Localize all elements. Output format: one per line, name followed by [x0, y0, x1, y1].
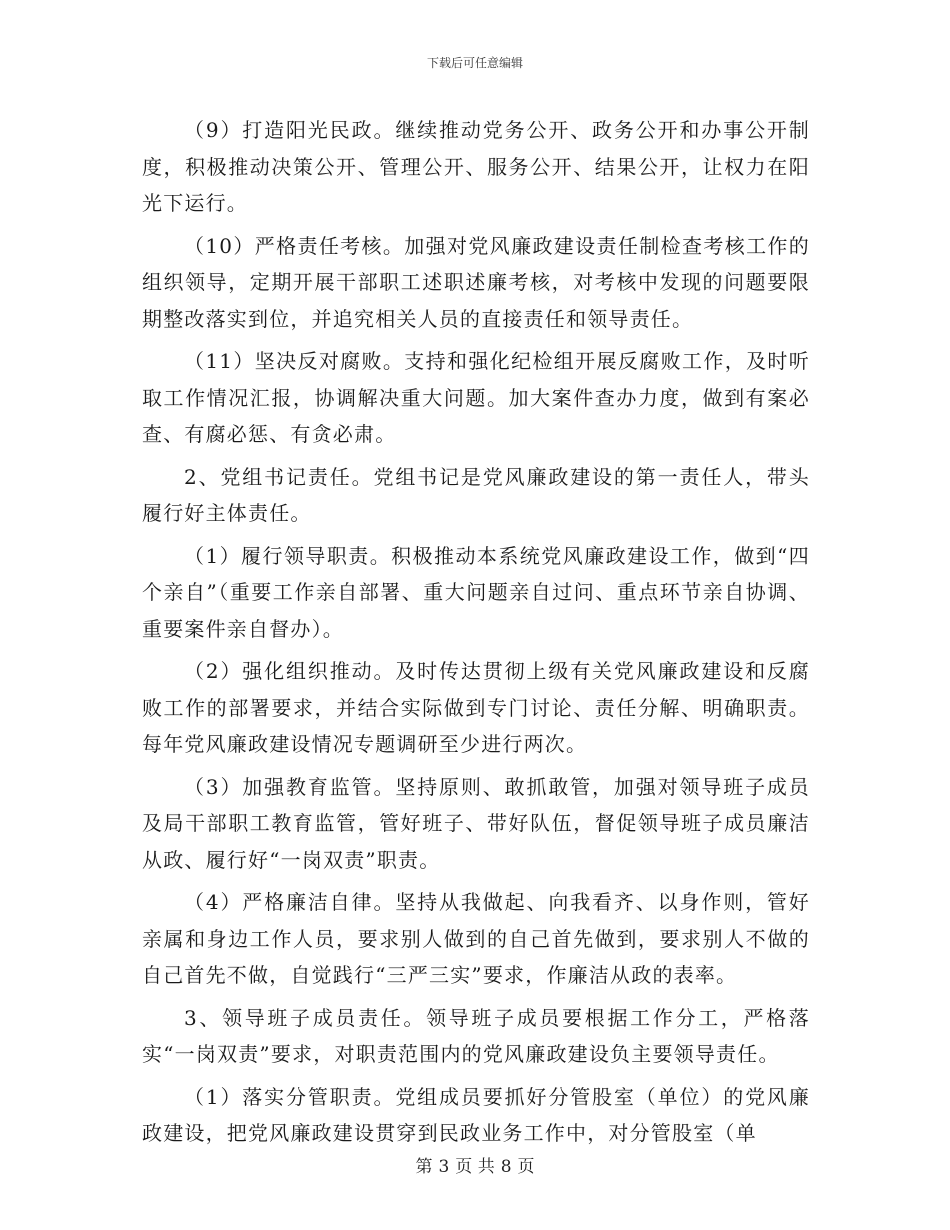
- paragraph-3: （11）坚决反对腐败。支持和强化纪检组开展反腐败工作，及时听取工作情况汇报，协调解决重大问题。加大案件查办力度，做到有案必查、有腐必惩、有贪必肃。: [142, 349, 810, 446]
- header-note: 下载后可任意编辑: [426, 56, 523, 70]
- footer-suffix: 页: [517, 1157, 535, 1177]
- paragraph-9: 3、领导班子成员责任。领导班子成员要根据工作分工，严格落实“一岗双责”要求，对职责范围内的党风廉政建设负主要领导责任。: [142, 1005, 810, 1066]
- paragraph-6: （2）强化组织推动。及时传达贯彻上级有关党风廉政建设和反腐败工作的部署要求，并结合实际做到专门讨论、责任分解、明确职责。每年党风廉政建设情况专题调研至少进行两次。: [142, 659, 810, 756]
- paragraph-1: （9）打造阳光民政。继续推动党务公开、政务公开和办事公开制度，积极推动决策公开、管理公开、服务公开、结果公开，让权力在阳光下运行。: [142, 118, 810, 215]
- footer-middle: 页 共: [455, 1157, 495, 1177]
- document-body: [142, 112, 810, 1158]
- page-footer: [0, 1152, 950, 1177]
- paragraph-5: （1）履行领导职责。积极推动本系统党风廉政建设工作，做到“四个亲自”（重要工作亲自部署、重大问题亲自过问、重点环节亲自协调、重要案件亲自督办）。: [142, 543, 810, 641]
- paragraph-10: （1）落实分管职责。党组成员要抓好分管股室（单位）的党风廉政建设，把党风廉政建设贯穿到民政业务工作中，对分管股室（单: [142, 1084, 810, 1145]
- footer-prefix: 第: [415, 1157, 433, 1177]
- paragraph-7: （3）加强教育监管。坚持原则、敢抓敢管，加强对领导班子成员及局干部职工教育监管，管好班子、带好队伍，督促领导班子成员廉洁从政、履行好“一岗双责”职责。: [142, 774, 810, 872]
- paragraph-4: 2、党组书记责任。党组书记是党风廉政建设的第一责任人，带头履行好主体责任。: [142, 464, 810, 525]
- footer-page-number: 3: [438, 1157, 450, 1177]
- paragraph-2: （10）严格责任考核。加强对党风廉政建设责任制检查考核工作的组织领导，定期开展干部职工述职述廉考核，对考核中发现的问题要限期整改落实到位，并追究相关人员的直接责任和领导责任。: [142, 233, 810, 331]
- paragraph-8: （4）严格廉洁自律。坚持从我做起、向我看齐、以身作则，管好亲属和身边工作人员，要求别人做到的自己首先做到，要求别人不做的自己首先不做，自觉践行“三严三实”要求，作廉洁从政的表率。: [142, 890, 810, 987]
- page-header: [0, 54, 950, 71]
- footer-total-pages: 8: [500, 1157, 512, 1177]
